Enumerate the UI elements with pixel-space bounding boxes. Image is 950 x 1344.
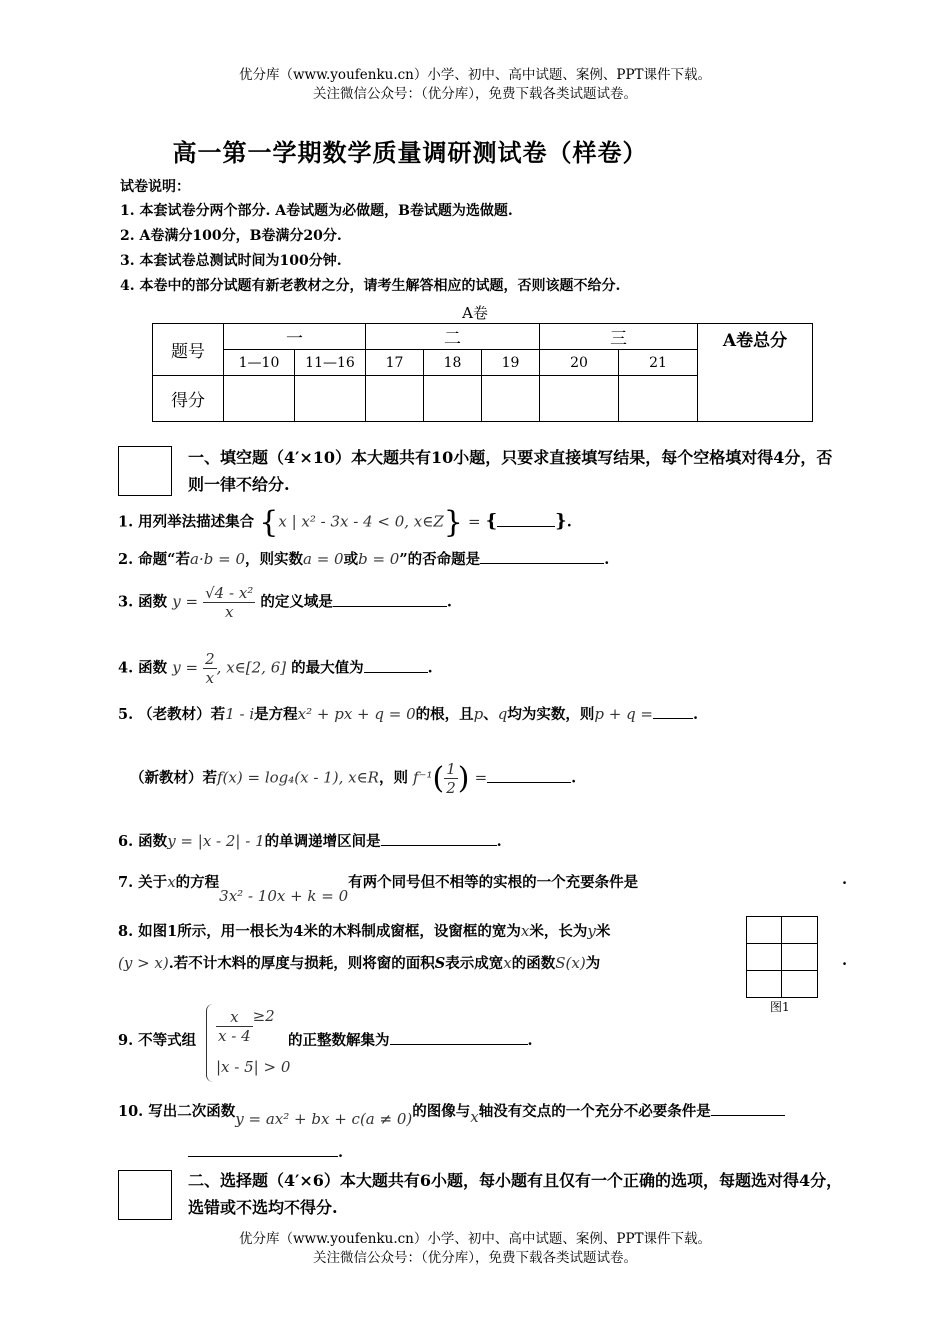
q9-numerator: x xyxy=(216,1008,253,1027)
footer-line-1: 优分库（www.youfenku.cn）小学、初中、高中试题、案例、PPT课件下载。 xyxy=(238,1231,712,1247)
q10-math: y = ax² + bx + c(a ≠ 0) xyxy=(235,1110,413,1128)
question-10 xyxy=(118,1100,785,1128)
row-header-score: 得分 xyxy=(153,376,224,422)
brace-left-icon: { xyxy=(259,505,279,540)
question-6 xyxy=(118,830,502,851)
paren-left-icon: ( xyxy=(432,761,445,796)
q9-line-2 xyxy=(216,1058,290,1076)
q3-end: . xyxy=(446,593,452,611)
q5a-math: p + q = xyxy=(594,705,654,723)
brace-right-icon: } xyxy=(555,510,567,532)
q6-text: 的单调递增区间是 xyxy=(264,833,381,850)
q5b-answer-blank[interactable] xyxy=(487,770,571,783)
q8-text: 米，长为 xyxy=(529,923,588,940)
q8-math: y xyxy=(587,922,596,940)
sub-header: 1—10 xyxy=(224,350,295,376)
window-frame-figure xyxy=(746,916,818,998)
q10-answer-blank[interactable] xyxy=(711,1103,785,1116)
q4-text: 的最大值为 xyxy=(291,659,364,677)
note-item-2: 2. A卷满分100分，B卷满分20分. xyxy=(120,228,342,244)
question-5-new xyxy=(130,760,576,797)
q8-math: (y > x) xyxy=(118,954,169,972)
q5a-math: x² + px + q = 0 xyxy=(297,705,416,723)
header-line-2: 关注微信公众号：（优分库），免费下载各类试题试卷。 xyxy=(313,86,637,102)
section-a-label: A卷 xyxy=(462,304,488,322)
q8-s-symbol: S xyxy=(434,955,446,972)
question-10-line-2 xyxy=(188,1144,343,1161)
score-cell[interactable] xyxy=(366,376,424,422)
group-2-header: 二 xyxy=(366,324,540,350)
group-1-header: 一 xyxy=(224,324,366,350)
q7-math: x xyxy=(167,873,176,891)
score-cell[interactable] xyxy=(224,376,295,422)
q5b-end: . xyxy=(571,769,577,787)
q9-line-1 xyxy=(216,1008,275,1045)
score-cell[interactable] xyxy=(424,376,482,422)
q3-text: 的定义域是 xyxy=(260,593,333,611)
q2-end: . xyxy=(604,551,610,568)
notes-heading: 试卷说明： xyxy=(120,179,190,195)
q3-fraction xyxy=(203,584,255,621)
q5b-numerator: 1 xyxy=(446,760,456,778)
q8-text: 表示成宽 xyxy=(445,955,504,972)
sub-header: 19 xyxy=(482,350,540,376)
question-2 xyxy=(118,548,609,569)
note-item-1: 1. 本套试卷分两个部分. A卷试题为必做题，B卷试题为选做题. xyxy=(120,203,513,219)
q9-denominator: x - 4 xyxy=(218,1027,251,1045)
q5a-math: p xyxy=(473,705,484,723)
q5b-math: f(x) = log₄(x - 1), x∈R xyxy=(217,768,379,787)
q9-math: |x - 5| > 0 xyxy=(216,1058,291,1076)
q6-end: . xyxy=(496,833,502,850)
paren-right-icon: ) xyxy=(457,761,470,796)
q1-answer-blank[interactable] xyxy=(497,514,555,527)
q5b-fraction xyxy=(444,760,458,797)
note-item-3: 3. 本套试卷总测试时间为100分钟. xyxy=(120,253,342,269)
q8-text: 米 xyxy=(595,923,611,940)
q1-text: 1. 用列举法描述集合 xyxy=(118,513,255,531)
q5a-text: 5. （老教材）若 xyxy=(118,706,226,723)
q10-text: 的图像与 xyxy=(412,1103,471,1120)
page-title: 高一第一学期数学质量调研测试卷（样卷） xyxy=(172,138,648,167)
q9-math: ≥2 xyxy=(252,1006,275,1025)
header-line-1: 优分库（www.youfenku.cn）小学、初中、高中试题、案例、PPT课件下载。 xyxy=(238,67,712,83)
section-1-score-box[interactable] xyxy=(118,446,172,496)
note-item-4: 4. 本卷中的部分试题有新老教材之分，请考生解答相应的试题，否则该题不给分. xyxy=(120,278,621,294)
q4-end: . xyxy=(427,659,433,677)
q3-answer-blank[interactable] xyxy=(333,594,447,607)
q5b-denominator: 2 xyxy=(446,779,456,797)
section-2-title: 二、选择题（4′×6）本大题共有6小题，每小题有且仅有一个正确的选项，每题选对得4分，选错或不选均不得分. xyxy=(188,1171,843,1217)
q3-text: 3. 函数 xyxy=(118,593,168,611)
q1-math: x | x² - 3x - 4 < 0, x∈Z xyxy=(278,512,444,531)
q8-text: 的函数 xyxy=(511,955,556,972)
q4-denominator: x xyxy=(205,669,215,687)
q9-answer-blank[interactable] xyxy=(390,1032,528,1045)
q7-text: 有两个同号但不相等的实根的一个充要条件是 xyxy=(348,874,639,891)
q1-end: . xyxy=(566,513,572,531)
q6-math: y = |x - 2| - 1 xyxy=(167,832,265,850)
group-3-header: 三 xyxy=(540,324,698,350)
q2-math: a·b = 0 xyxy=(190,550,245,568)
q2-answer-blank[interactable] xyxy=(480,551,604,564)
q5a-answer-blank[interactable] xyxy=(653,706,693,719)
score-cell[interactable] xyxy=(482,376,540,422)
q4-numerator: 2 xyxy=(205,650,215,668)
question-8-line-2 xyxy=(118,952,600,973)
question-9 xyxy=(118,1029,196,1050)
q4-fraction xyxy=(203,650,217,687)
footer-line-2: 关注微信公众号：（优分库），免费下载各类试题试卷。 xyxy=(313,1250,637,1266)
brace-right-icon: } xyxy=(443,505,463,540)
row-header-number: 题号 xyxy=(153,324,224,376)
q8-text: 为 xyxy=(585,955,601,972)
q9-text: 9. 不等式组 xyxy=(118,1032,197,1049)
q7-end: . xyxy=(842,871,848,888)
sub-header: 21 xyxy=(619,350,698,376)
score-cell[interactable] xyxy=(619,376,698,422)
q2-text: 2. 命题“若 xyxy=(118,551,191,568)
q5a-text: 是方程 xyxy=(254,706,298,723)
q10-text: 10. 写出二次函数 xyxy=(118,1103,236,1120)
question-5-old xyxy=(118,703,698,724)
section-1-title: 一、填空题（4′×10）本大题共有10小题，只要求直接填写结果，每个空格填对得4分，否则一律不给分. xyxy=(188,448,833,494)
q9-fraction xyxy=(216,1008,253,1045)
q8-end: . xyxy=(842,952,848,969)
q8-text: .若不计木料的厚度与损耗，则将窗的面积 xyxy=(168,955,435,972)
q5b-math: f⁻¹ xyxy=(413,768,433,787)
q8-math: S(x) xyxy=(555,954,586,972)
system-brace-icon xyxy=(206,1004,213,1082)
sub-header: 17 xyxy=(366,350,424,376)
question-8-line-1 xyxy=(118,920,610,941)
q5a-math: 1 - i xyxy=(225,705,255,723)
q5b-math: = xyxy=(474,768,488,787)
q5b-text: （新教材）若 xyxy=(130,769,217,787)
brace-left-icon: { xyxy=(485,510,498,532)
section-2-score-box[interactable] xyxy=(118,1170,172,1220)
q3-math: y = xyxy=(172,592,199,611)
q5a-end: . xyxy=(693,706,699,723)
sub-header: 11—16 xyxy=(295,350,366,376)
question-1 xyxy=(118,505,572,540)
q7-text: 的方程 xyxy=(175,874,220,891)
question-3 xyxy=(118,584,452,621)
score-table xyxy=(152,323,813,422)
q3-denominator: x xyxy=(224,603,234,621)
q4-math: y = xyxy=(172,658,199,677)
q9-end: . xyxy=(527,1032,533,1049)
q4-math: , x∈[2, 6] xyxy=(216,658,287,677)
q7-math: 3x² - 10x + k = 0 xyxy=(219,887,349,905)
question-9-tail xyxy=(288,1029,533,1050)
q5b-text: ，则 xyxy=(378,769,408,787)
q8-math: x xyxy=(520,922,530,940)
q4-text: 4. 函数 xyxy=(118,659,168,677)
q10-text: 轴没有交点的一个充分不必要条件是 xyxy=(478,1103,711,1120)
q5a-text: 均为实数，则 xyxy=(507,706,595,723)
score-cell[interactable] xyxy=(540,376,619,422)
q9-text: 的正整数解集为 xyxy=(288,1032,390,1049)
q5a-math: q xyxy=(497,705,508,723)
sub-header: 18 xyxy=(424,350,482,376)
q2-text: 或 xyxy=(343,551,359,568)
q2-text: ”的否命题是 xyxy=(399,551,481,568)
figure-caption: 图1 xyxy=(770,1000,790,1014)
q10-end: . xyxy=(338,1144,344,1161)
q2-math: a = 0 xyxy=(303,550,344,568)
q8-text: 8. 如图1所示，用一根长为4米的木料制成窗框，设窗框的宽为 xyxy=(118,923,521,940)
q5a-text: 的根，且 xyxy=(415,706,474,723)
q10-answer-blank-cont[interactable] xyxy=(188,1144,338,1157)
q2-math: b = 0 xyxy=(358,550,400,568)
q1-eq: = xyxy=(467,512,481,531)
q8-math: x xyxy=(503,954,512,972)
q7-text: 7. 关于 xyxy=(118,874,168,891)
q6-text: 6. 函数 xyxy=(118,833,168,850)
q10-math: x xyxy=(470,1108,479,1126)
q3-numerator: √4 - x² xyxy=(205,584,254,602)
q2-text: ，则实数 xyxy=(245,551,303,568)
q5a-text: 、 xyxy=(483,706,498,723)
total-score-header: A卷总分 xyxy=(698,324,813,422)
q6-answer-blank[interactable] xyxy=(381,833,497,846)
sub-header: 20 xyxy=(540,350,619,376)
q4-answer-blank[interactable] xyxy=(364,660,428,673)
score-cell[interactable] xyxy=(295,376,366,422)
question-7 xyxy=(118,871,639,905)
question-4 xyxy=(118,650,433,687)
